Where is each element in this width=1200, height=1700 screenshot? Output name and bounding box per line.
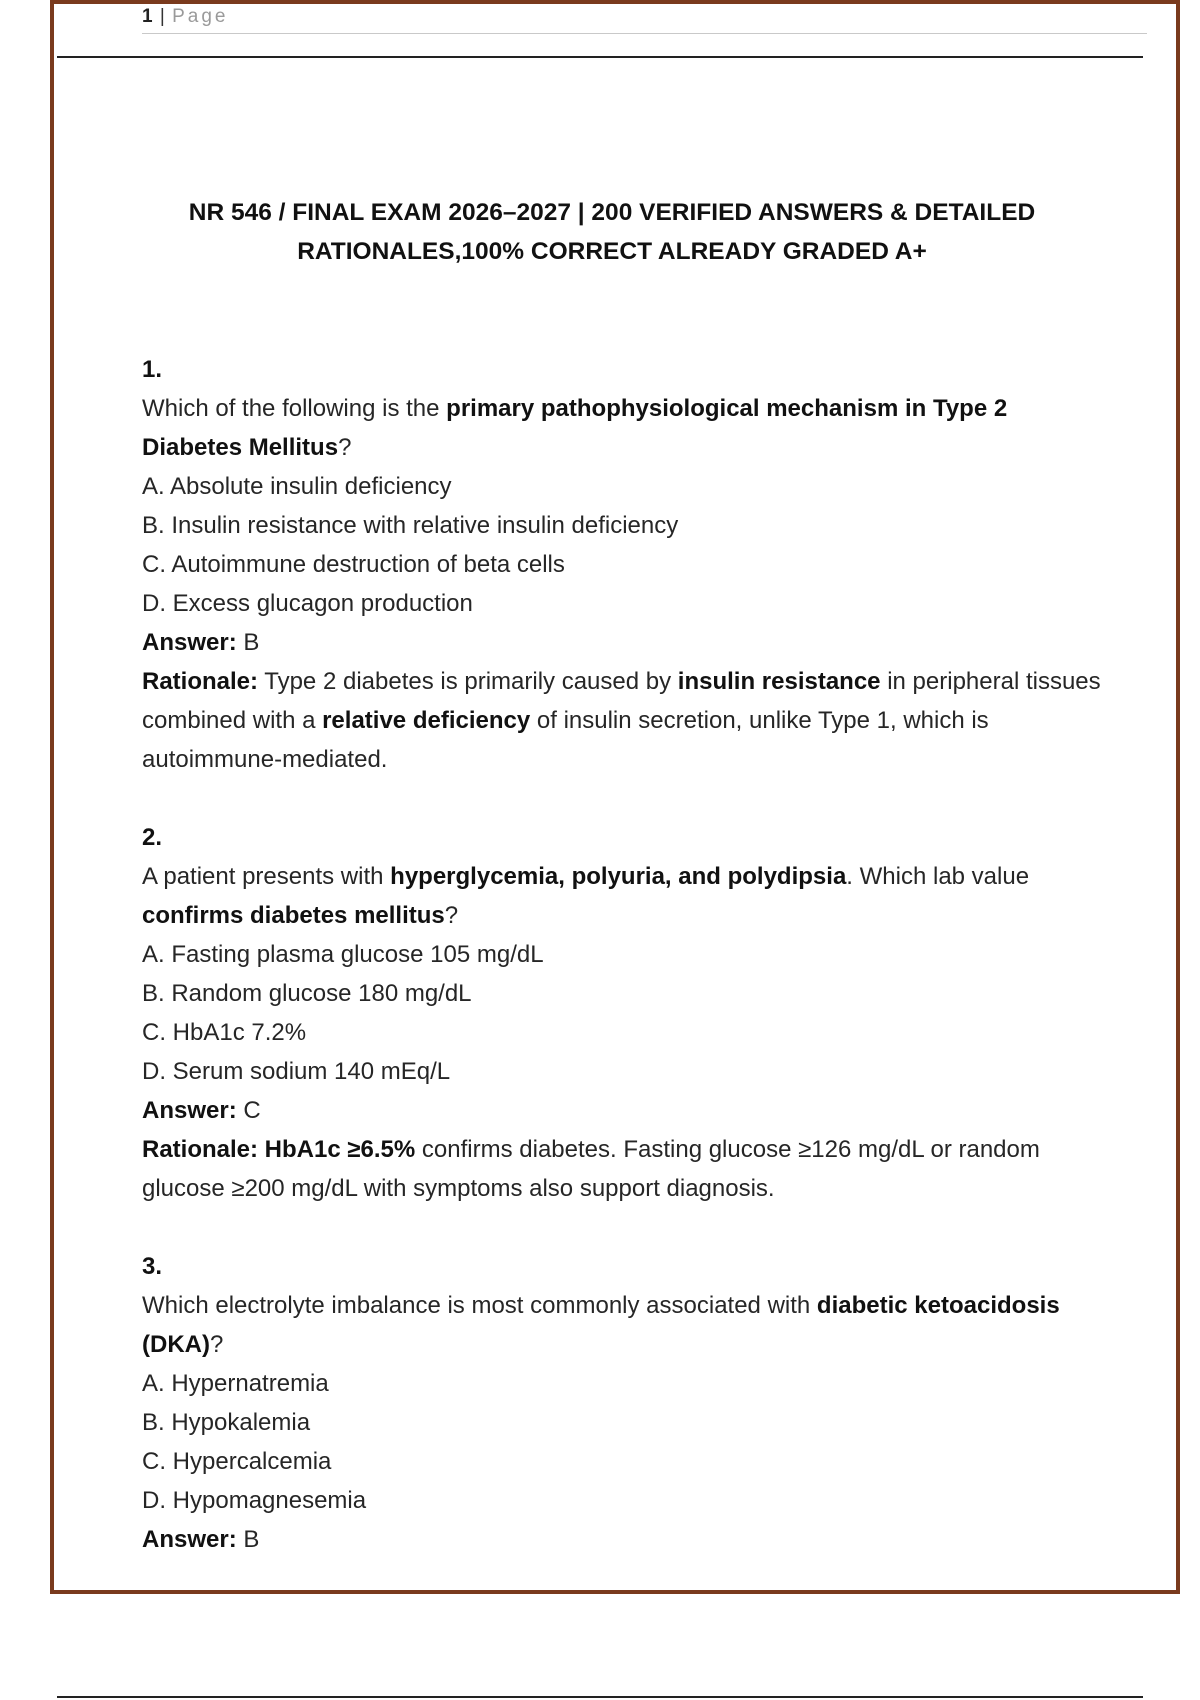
question-block-1 xyxy=(142,350,1102,779)
correct-answer xyxy=(142,1520,1102,1559)
answer-label: Answer: xyxy=(142,1097,237,1124)
question-stem xyxy=(142,1286,1102,1364)
answer-option: D. Serum sodium 140 mEq/L xyxy=(142,1058,451,1085)
rationale-label: Rationale: xyxy=(142,668,259,695)
rationale xyxy=(142,662,1102,779)
stem-text: Which electrolyte imbalance is most commonly associated with xyxy=(142,1292,817,1319)
stem-bold-text: hyperglycemia, polyuria, and polydipsia xyxy=(390,863,847,890)
title-line-1: NR 546 / FINAL EXAM 2026–2027 | 200 VERIFIED ANSWERS & DETAILED xyxy=(188,199,1036,226)
answer-option: D. Excess glucagon production xyxy=(142,590,473,617)
rationale-bold-text: insulin resistance xyxy=(677,668,881,695)
title-line-2: RATIONALES,100% CORRECT ALREADY GRADED A+ xyxy=(297,238,927,265)
question-stem xyxy=(142,389,1102,467)
question-stem xyxy=(142,857,1102,935)
question-number: 1. xyxy=(142,356,163,383)
stem-bold-text: confirms diabetes mellitus xyxy=(142,902,445,929)
document-title xyxy=(142,193,1082,271)
question-number: 2. xyxy=(142,824,163,851)
stem-text: ? xyxy=(444,902,459,929)
answer-option: B. Hypokalemia xyxy=(142,1409,311,1436)
header-thin-rule xyxy=(142,33,1147,34)
answer-label: Answer: xyxy=(142,1526,237,1553)
stem-text: Which of the following is the xyxy=(142,395,447,422)
rationale-bold-text: HbA1c ≥6.5% xyxy=(258,1136,416,1163)
page-number-separator: | xyxy=(159,6,166,27)
answer-option: B. Insulin resistance with relative insulin deficiency xyxy=(142,512,679,539)
page-number-header xyxy=(142,6,228,28)
stem-text: ? xyxy=(338,434,352,461)
question-number: 3. xyxy=(142,1253,163,1280)
answer-option: D. Hypomagnesemia xyxy=(142,1487,367,1514)
rationale-text: in peripheral tissues combined with a xyxy=(142,668,1101,734)
stem-text: A patient presents with xyxy=(142,863,391,890)
answer-option: C. Hypercalcemia xyxy=(142,1448,332,1475)
rationale-text: of insulin secretion, unlike Type 1, which is autoimmune-mediated. xyxy=(142,707,989,773)
stem-bold-text: primary pathophysiological mechanism in Type 2 Diabetes Mellitus xyxy=(142,395,1008,461)
answer-option: A. Absolute insulin deficiency xyxy=(142,473,452,500)
correct-answer xyxy=(142,623,1102,662)
answer-option: B. Random glucose 180 mg/dL xyxy=(142,980,472,1007)
answer-value: B xyxy=(243,1526,260,1553)
stem-text: ? xyxy=(209,1331,224,1358)
answer-label: Answer: xyxy=(142,629,237,656)
rationale-label: Rationale: xyxy=(142,1136,259,1163)
rationale-bold-text: relative deficiency xyxy=(322,707,531,734)
answer-option: C. HbA1c 7.2% xyxy=(142,1019,307,1046)
page-label: Page xyxy=(172,6,229,27)
answer-option: A. Hypernatremia xyxy=(142,1370,329,1397)
answer-option: A. Fasting plasma glucose 105 mg/dL xyxy=(142,941,544,968)
page-number: 1 xyxy=(142,6,154,27)
answer-value: B xyxy=(243,629,260,656)
rationale xyxy=(142,1130,1102,1208)
questions-content xyxy=(142,350,1102,1559)
stem-bold-text: diabetic ketoacidosis (DKA) xyxy=(142,1292,1060,1358)
rationale-text: confirms diabetes. Fasting glucose ≥126 mg/dL or random glucose ≥200 mg/dL with symptoms also support diagnosis. xyxy=(142,1136,1040,1202)
stem-text: . Which lab value xyxy=(846,863,1030,890)
header-rule xyxy=(57,56,1143,58)
rationale-text: Type 2 diabetes is primarily caused by xyxy=(258,668,678,695)
answer-option: C. Autoimmune destruction of beta cells xyxy=(142,551,565,578)
footer-rule xyxy=(57,1696,1143,1698)
question-block-2 xyxy=(142,818,1102,1208)
answer-value: C xyxy=(243,1097,261,1124)
correct-answer xyxy=(142,1091,1102,1130)
question-block-3 xyxy=(142,1247,1102,1559)
